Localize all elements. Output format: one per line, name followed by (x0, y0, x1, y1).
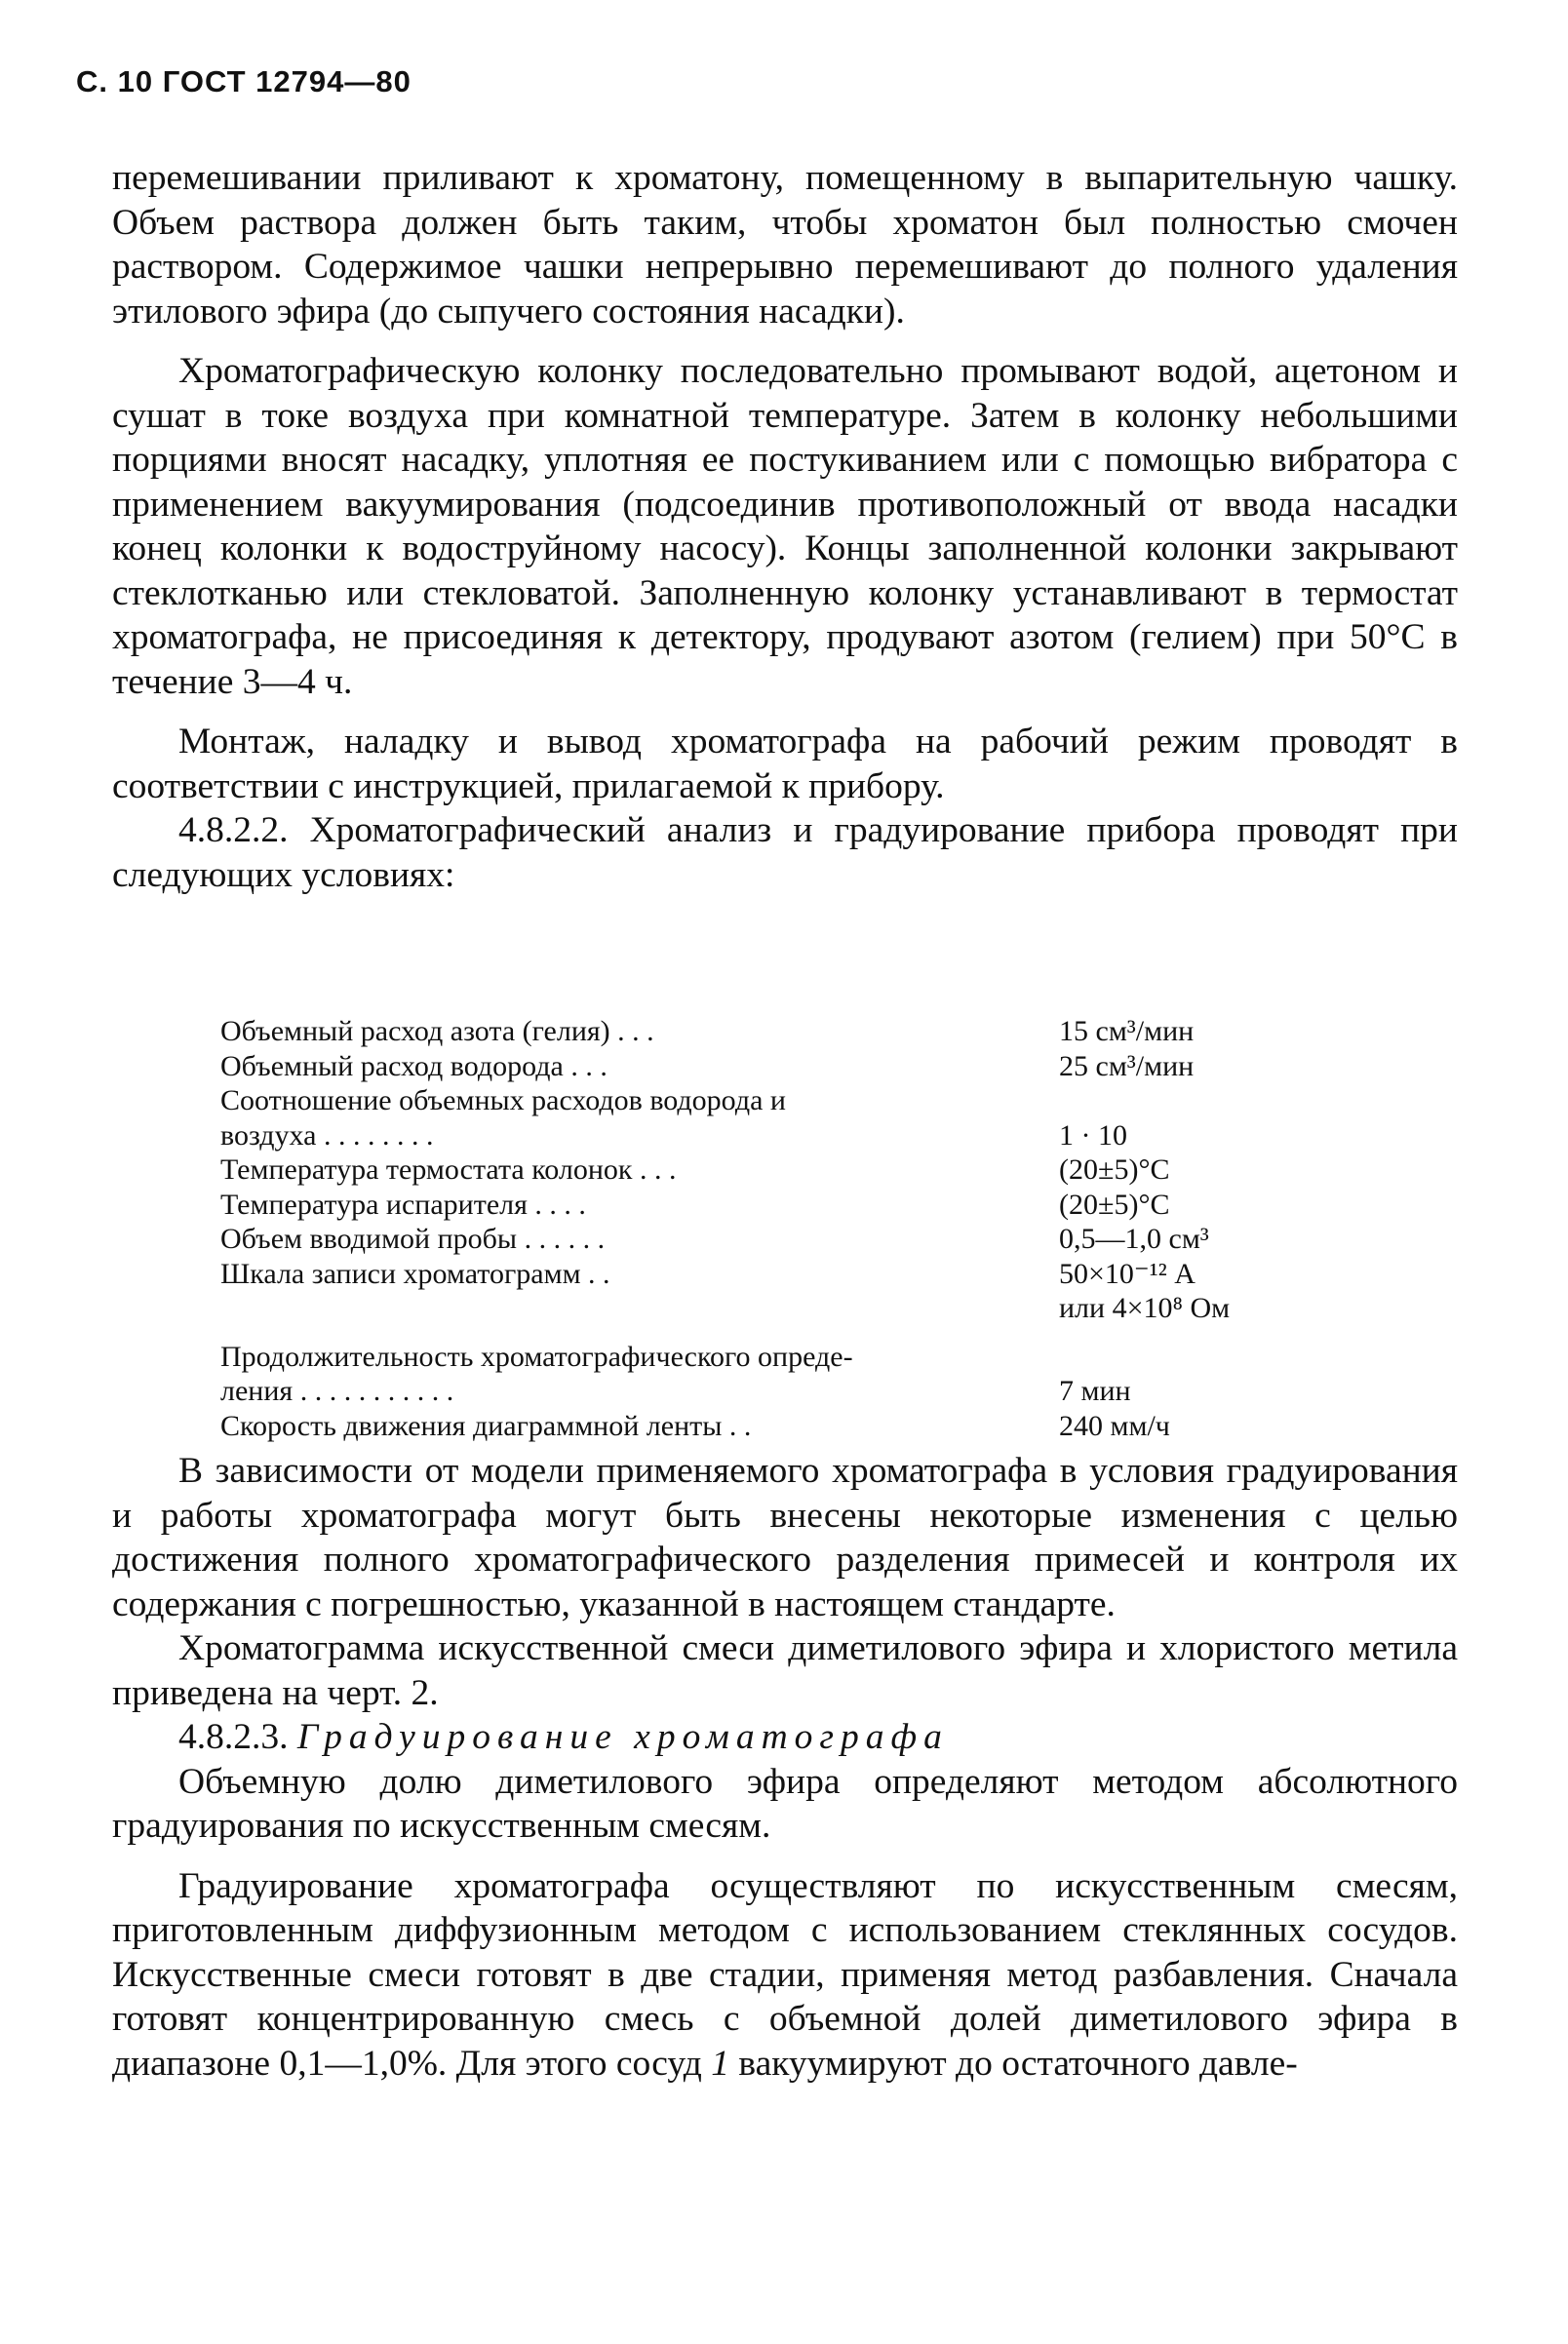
condition-row (220, 1340, 1342, 1375)
condition-label: Скорость движения диаграммной ленты . . (220, 1409, 752, 1442)
condition-row (220, 1152, 1342, 1188)
paragraph-continuation: перемешивании приливают к хроматону, помещенному в выпарительную чашку. Объем раствора должен быть таким, чтобы хроматон был полностью смочен раствором. Содержимое чашки непрерывно перемешивают до полного удаления этилового эфира (до сыпучего состояния насадки). (112, 158, 1458, 332)
condition-row (220, 1188, 1342, 1223)
condition-label: Шкала записи хроматограмм . . (220, 1257, 610, 1290)
spacer (220, 1326, 1342, 1340)
condition-row (220, 1083, 1342, 1118)
condition-row (220, 1049, 1342, 1084)
condition-label: Объемный расход азота (гелия) . . . (220, 1015, 654, 1047)
paragraph-model-dependence: В зависимости от модели применяемого хроматографа в условия градуирования и работы хроматографа могут быть внесены некоторые изменения с целью достижения полного хроматографического разделения примесей и контроля их содержания с погрешностью, указанной в настоящем стандарте. (112, 1451, 1458, 1624)
condition-row (220, 1014, 1342, 1049)
condition-label: воздуха . . . . . . . . (220, 1118, 434, 1152)
condition-row (220, 1257, 1342, 1292)
condition-row (220, 1409, 1342, 1444)
condition-row (220, 1222, 1342, 1257)
condition-row (220, 1374, 1342, 1409)
section-heading-4-8-2-3 (112, 1715, 1458, 1760)
condition-row (220, 1118, 1342, 1153)
paragraph-column-preparation: Хроматографическую колонку последовательно промывают водой, ацетоном и сушат в токе воздуха при комнатной температуре. Затем в колонку небольшими порциями вносят насадку, уплотняя ее постукиванием или с помощью вибратора с применением вакуумирования (подсоединив противоположный от ввода насадки конец колонки к водоструйному насосу). Концы заполненной колонки закрывают стеклотканью или стекловатой. Заполненную колонку устанавливают в термостат хроматографа, не присоединяя к детектору, продувают азотом (гелием) при 50°С в течение 3—4 ч. (112, 351, 1458, 702)
condition-value: 50×10⁻¹² А (1059, 1257, 1196, 1290)
paragraph-text: Градуирование хроматографа осуществляют по искусственным смесям, приготовленным диффузионным методом с использованием стеклянных сосудов. Искусственные смеси готовят в две стадии, применяя метод разбавления. Сначала готовят концентрированную смесь с объемной долей диметилового эфира в диапазоне 0,1—1,0%. Для этого сосуд (112, 1865, 1458, 2084)
condition-value: 15 см³/мин (1059, 1015, 1195, 1047)
condition-label: Продолжительность хроматографического опреде- (220, 1340, 853, 1373)
condition-value: 240 мм/ч (1059, 1409, 1170, 1442)
condition-value: (20±5)°С (1059, 1188, 1170, 1221)
body-text-bottom (112, 1449, 1458, 2086)
section-number: 4.8.2.3. (178, 1717, 289, 1757)
condition-label: Соотношение объемных расходов водорода и (220, 1084, 786, 1116)
body-text-top (112, 156, 1458, 897)
section-title: Градуирование хроматографа (296, 1717, 949, 1757)
condition-label: Температура термостата колонок . . . (220, 1153, 677, 1186)
condition-value: 7 мин (1059, 1375, 1131, 1407)
paragraph-absolute-calibration: Объемную долю диметилового эфира определяют методом абсолютного градуирования по искусственным смесям. (112, 1761, 1458, 1846)
paragraph-4-8-2-2: 4.8.2.2. Хроматографический анализ и градуирование прибора проводят при следующих условиях: (112, 810, 1458, 895)
condition-label: Объемный расход водорода . . . (220, 1049, 608, 1082)
analysis-conditions-table (220, 1014, 1342, 1443)
running-head: С. 10 ГОСТ 12794—80 (76, 64, 412, 98)
condition-value: или 4×10⁸ Ом (1059, 1292, 1231, 1324)
condition-label: Объем вводимой пробы . . . . . . (220, 1223, 606, 1255)
condition-row (220, 1291, 1342, 1326)
condition-label: Температура испарителя . . . . (220, 1188, 586, 1221)
condition-value: 1 · 10 (1059, 1118, 1127, 1152)
vessel-number: 1 (711, 2043, 729, 2084)
condition-value: (20±5)°С (1059, 1153, 1170, 1186)
condition-label (220, 1291, 1059, 1326)
paragraph-installation: Монтаж, наладку и вывод хроматографа на рабочий режим проводят в соответствии с инструкцией, прилагаемой к прибору. (112, 722, 1458, 806)
condition-value: 0,5—1,0 см³ (1059, 1223, 1209, 1255)
condition-value: 25 см³/мин (1059, 1049, 1195, 1082)
paragraph-text: вакуумируют до остаточного давле- (738, 2043, 1298, 2084)
paragraph-calibration-mixtures (112, 1864, 1458, 2087)
paragraph-chromatogram-reference: Хроматограмма искусственной смеси диметилового эфира и хлористого метила приведена на черт. 2. (112, 1628, 1458, 1713)
condition-label: ления . . . . . . . . . . . (220, 1375, 454, 1407)
